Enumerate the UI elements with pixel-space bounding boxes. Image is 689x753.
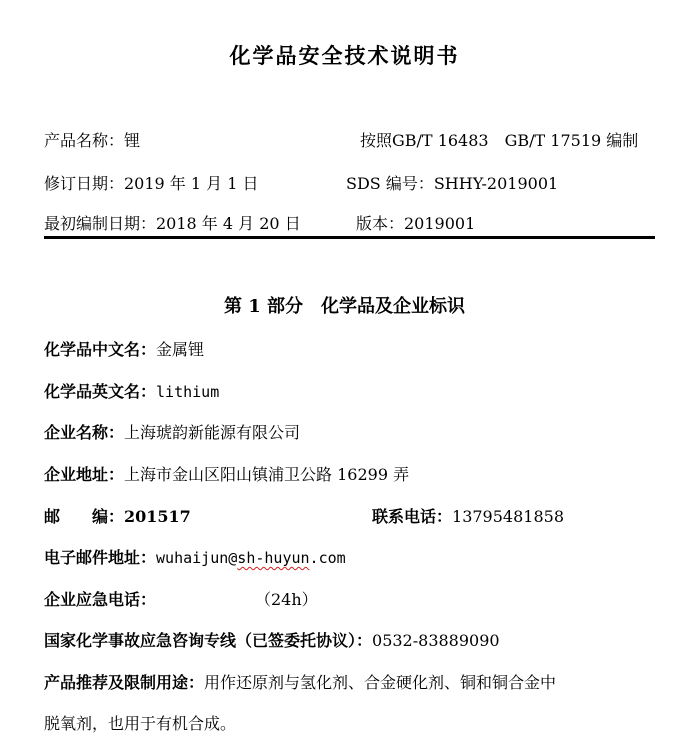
document-title: 化学品安全技术说明书 <box>229 43 460 68</box>
national-hotline-row <box>44 628 500 651</box>
revision-date: 修订日期：2019 年 1 月 1 日 <box>44 174 259 193</box>
email-label: 电子邮件地址： <box>44 548 157 567</box>
phone-row <box>372 504 564 527</box>
phone-label: 联系电话： <box>372 507 453 526</box>
usage-line2: 脱氧剂，也用于有机合成。 <box>44 714 237 733</box>
usage-row <box>44 670 556 693</box>
address-row <box>44 462 409 485</box>
en-name-row <box>44 379 219 402</box>
national-hotline-label: 国家化学事故应急咨询专线（已签委托协议）： <box>44 631 373 650</box>
en-name-value: lithium <box>156 383 220 401</box>
emergency-row <box>44 587 156 610</box>
cn-name-value: 金属锂 <box>156 340 205 359</box>
standard-reference: 按照GB/T 16483 GB/T 17519 编制 <box>360 131 639 150</box>
email-tld: .com <box>309 549 346 567</box>
cn-name-label: 化学品中文名： <box>44 340 157 359</box>
email-row <box>44 545 346 568</box>
emergency-note: （24h） <box>255 590 318 609</box>
product-name: 产品名称：锂 <box>44 131 141 150</box>
national-hotline-value: 0532-83889090 <box>372 631 500 650</box>
company-value: 上海琥韵新能源有限公司 <box>124 423 301 442</box>
header-divider <box>44 236 655 239</box>
version: 版本：2019001 <box>356 214 476 233</box>
usage-line1: 用作还原剂与氢化剂、合金硬化剂、铜和铜合金中 <box>204 673 557 692</box>
first-compiled-date: 最初编制日期：2018 年 4 月 20 日 <box>44 214 301 233</box>
email-value <box>156 549 346 567</box>
company-label: 企业名称： <box>44 423 125 442</box>
address-value: 上海市金山区阳山镇浦卫公路 16299 弄 <box>124 465 410 484</box>
emergency-label: 企业应急电话： <box>44 590 157 609</box>
usage-label: 产品推荐及限制用途： <box>44 673 205 692</box>
postcode-value: 201517 <box>124 507 191 526</box>
email-domain: sh-huyun <box>237 549 310 567</box>
postcode-label: 邮 编： <box>44 507 125 526</box>
email-user: wuhaijun@ <box>156 549 238 567</box>
company-row <box>44 420 300 443</box>
sds-number: SDS 编号：SHHY-2019001 <box>346 174 559 193</box>
phone-value: 13795481858 <box>452 507 564 526</box>
section-heading: 第 1 部分 化学品及企业标识 <box>223 296 466 317</box>
cn-name-row <box>44 337 204 360</box>
en-name-label: 化学品英文名： <box>44 382 157 401</box>
postcode-row <box>44 504 191 527</box>
address-label: 企业地址： <box>44 465 125 484</box>
